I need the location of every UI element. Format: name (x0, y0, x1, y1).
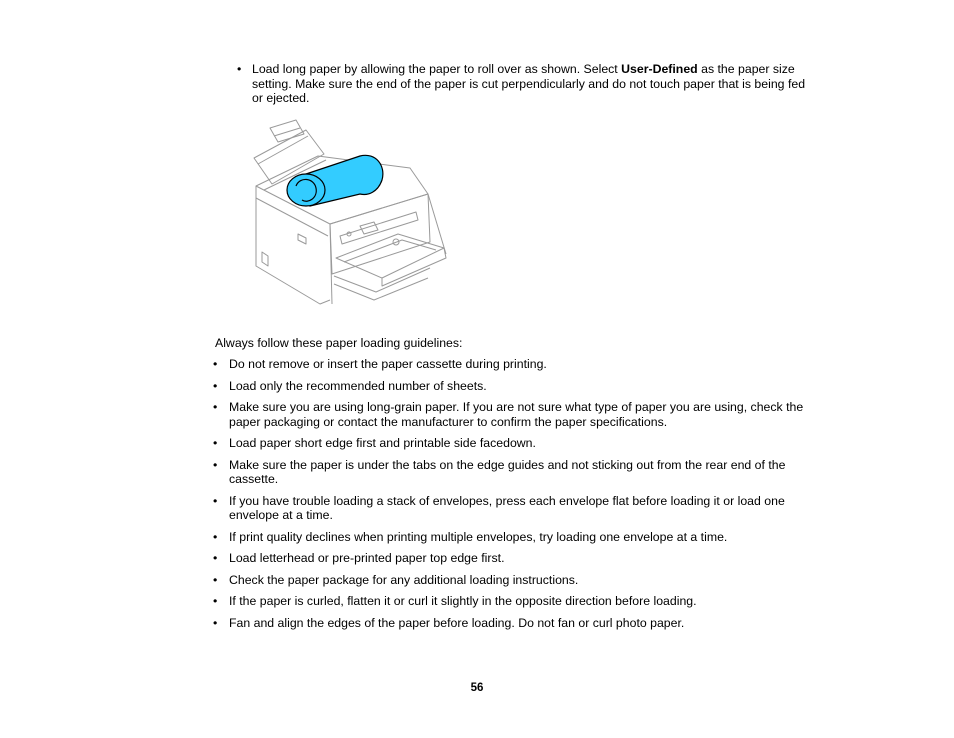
intro-text-after: as the paper size setting. Make sure the end of the paper is cut perpendicularly and do not touch paper that is being fed or ejected. (252, 62, 806, 105)
bullet-marker: • (213, 436, 218, 450)
bullet-marker: • (213, 529, 218, 544)
left-side-foot (262, 252, 268, 266)
list-item (213, 616, 828, 631)
list-item-text: If you have trouble loading a stack of envelopes, press each envelope flat before loading it or load one envelope at a time. (229, 493, 785, 522)
list-item (213, 530, 828, 545)
printer-illustration-svg (248, 116, 453, 306)
list-item (213, 458, 828, 487)
page-number: 56 (470, 682, 484, 694)
bullet-marker: • (213, 357, 218, 371)
panel-screen (360, 222, 378, 234)
list-item-text: Load paper short edge first and printable side facedown. (229, 436, 536, 450)
printer-outline (254, 120, 446, 304)
bullet-marker: • (237, 62, 242, 76)
list-item (213, 551, 828, 566)
left-side-port (298, 234, 306, 244)
paper-roll (287, 155, 383, 206)
list-item (213, 379, 828, 394)
list-item-text: Check the paper package for any additional loading instructions. (229, 572, 579, 587)
bullet-marker: • (213, 400, 218, 414)
list-item (213, 573, 828, 588)
bullet-marker: • (213, 572, 218, 587)
intro-bullet-row (237, 62, 817, 106)
bullet-marker: • (213, 551, 218, 565)
output-tray-front (382, 248, 446, 286)
guidelines-list (213, 357, 828, 637)
list-item (213, 357, 828, 372)
list-item-text: Make sure you are using long-grain paper. If you are not sure what type of paper you are using, check the paper packaging or contact the manufacturer to confirm the paper specifications. (229, 400, 804, 429)
list-item-text: Load only the recommended number of sheets. (229, 378, 487, 393)
list-item (213, 594, 828, 609)
list-item (213, 400, 828, 429)
printer-with-paper-roll-icon (248, 116, 453, 306)
list-item-text: Do not remove or insert the paper cassette during printing. (229, 357, 547, 371)
bullet-marker: • (213, 457, 218, 472)
user-defined-term: User-Defined (621, 62, 698, 76)
intro-bullet-text (252, 62, 817, 106)
intro-bullet (237, 62, 817, 106)
paper-support-extension (270, 120, 304, 142)
intro-text-before: Load long paper by allowing the paper to roll over as shown. Select (252, 62, 622, 76)
bullet-marker: • (213, 493, 218, 508)
list-item-text: Load letterhead or pre-printed paper top edge first. (229, 551, 505, 565)
bullet-marker: • (213, 594, 218, 608)
control-panel (340, 212, 418, 244)
list-item (213, 436, 828, 451)
bullet-marker: • (213, 378, 218, 393)
bullet-marker: • (213, 615, 218, 630)
list-item-text: If print quality declines when printing multiple envelopes, try loading one envelope at a time. (229, 529, 728, 544)
list-item (213, 494, 828, 523)
list-item-text: If the paper is curled, flatten it or curl it slightly in the opposite direction before loading. (229, 594, 697, 608)
guidelines-intro: Always follow these paper loading guidelines: (215, 336, 463, 350)
list-item-text: Make sure the paper is under the tabs on the edge guides and not sticking out from the rear end of the cassette. (229, 457, 786, 486)
list-item-text: Fan and align the edges of the paper before loading. Do not fan or curl photo paper. (229, 615, 685, 630)
front-right-edge (428, 194, 446, 254)
